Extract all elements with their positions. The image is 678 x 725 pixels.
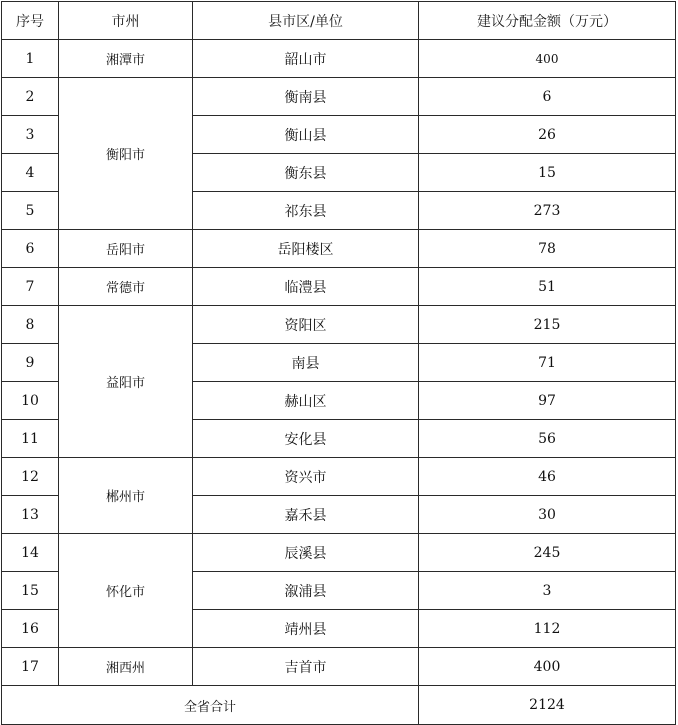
- amount-cell: 51: [419, 268, 676, 306]
- county-cell: 衡山县: [193, 116, 419, 154]
- table-row: [2, 458, 676, 496]
- seq-cell: 11: [2, 420, 59, 458]
- header-amount: 建议分配金额（万元）: [419, 2, 676, 40]
- city-cell: 怀化市: [59, 534, 193, 648]
- total-value: 2124: [419, 686, 676, 725]
- amount-cell: 30: [419, 496, 676, 534]
- amount-cell: 215: [419, 306, 676, 344]
- amount-cell: 56: [419, 420, 676, 458]
- seq-cell: 13: [2, 496, 59, 534]
- county-cell: 岳阳楼区: [193, 230, 419, 268]
- amount-cell: 6: [419, 78, 676, 116]
- amount-cell: 400: [419, 40, 676, 78]
- city-cell: 益阳市: [59, 306, 193, 458]
- county-cell: 吉首市: [193, 648, 419, 686]
- amount-cell: 400: [419, 648, 676, 686]
- amount-cell: 46: [419, 458, 676, 496]
- amount-cell: 26: [419, 116, 676, 154]
- city-cell: 衡阳市: [59, 78, 193, 230]
- amount-cell: 15: [419, 154, 676, 192]
- county-cell: 靖州县: [193, 610, 419, 648]
- seq-cell: 1: [2, 40, 59, 78]
- county-cell: 辰溪县: [193, 534, 419, 572]
- total-row: [2, 686, 676, 725]
- seq-cell: 7: [2, 268, 59, 306]
- table-row: [2, 306, 676, 344]
- county-cell: 临澧县: [193, 268, 419, 306]
- county-cell: 南县: [193, 344, 419, 382]
- seq-cell: 8: [2, 306, 59, 344]
- table-row: [2, 648, 676, 686]
- table-row: [2, 534, 676, 572]
- amount-cell: 97: [419, 382, 676, 420]
- table-row: [2, 268, 676, 306]
- seq-cell: 9: [2, 344, 59, 382]
- county-cell: 祁东县: [193, 192, 419, 230]
- amount-cell: 112: [419, 610, 676, 648]
- county-cell: 资兴市: [193, 458, 419, 496]
- county-cell: 资阳区: [193, 306, 419, 344]
- county-cell: 衡东县: [193, 154, 419, 192]
- amount-cell: 245: [419, 534, 676, 572]
- table-row: [2, 40, 676, 78]
- seq-cell: 12: [2, 458, 59, 496]
- county-cell: 嘉禾县: [193, 496, 419, 534]
- seq-cell: 10: [2, 382, 59, 420]
- seq-cell: 14: [2, 534, 59, 572]
- amount-cell: 273: [419, 192, 676, 230]
- county-cell: 溆浦县: [193, 572, 419, 610]
- total-label: 全省合计: [2, 686, 419, 725]
- header-city: 市州: [59, 2, 193, 40]
- header-county: 县市区/单位: [193, 2, 419, 40]
- amount-cell: 78: [419, 230, 676, 268]
- city-cell: 郴州市: [59, 458, 193, 534]
- seq-cell: 6: [2, 230, 59, 268]
- city-cell: 湘潭市: [59, 40, 193, 78]
- county-cell: 韶山市: [193, 40, 419, 78]
- amount-cell: 3: [419, 572, 676, 610]
- seq-cell: 15: [2, 572, 59, 610]
- amount-cell: 71: [419, 344, 676, 382]
- header-seq: 序号: [2, 2, 59, 40]
- header-row: [2, 2, 676, 40]
- city-cell: 湘西州: [59, 648, 193, 686]
- seq-cell: 5: [2, 192, 59, 230]
- seq-cell: 16: [2, 610, 59, 648]
- seq-cell: 17: [2, 648, 59, 686]
- seq-cell: 3: [2, 116, 59, 154]
- seq-cell: 4: [2, 154, 59, 192]
- city-cell: 岳阳市: [59, 230, 193, 268]
- seq-cell: 2: [2, 78, 59, 116]
- allocation-table: [1, 1, 676, 725]
- county-cell: 安化县: [193, 420, 419, 458]
- county-cell: 赫山区: [193, 382, 419, 420]
- table-row: [2, 230, 676, 268]
- table-row: [2, 78, 676, 116]
- city-cell: 常德市: [59, 268, 193, 306]
- county-cell: 衡南县: [193, 78, 419, 116]
